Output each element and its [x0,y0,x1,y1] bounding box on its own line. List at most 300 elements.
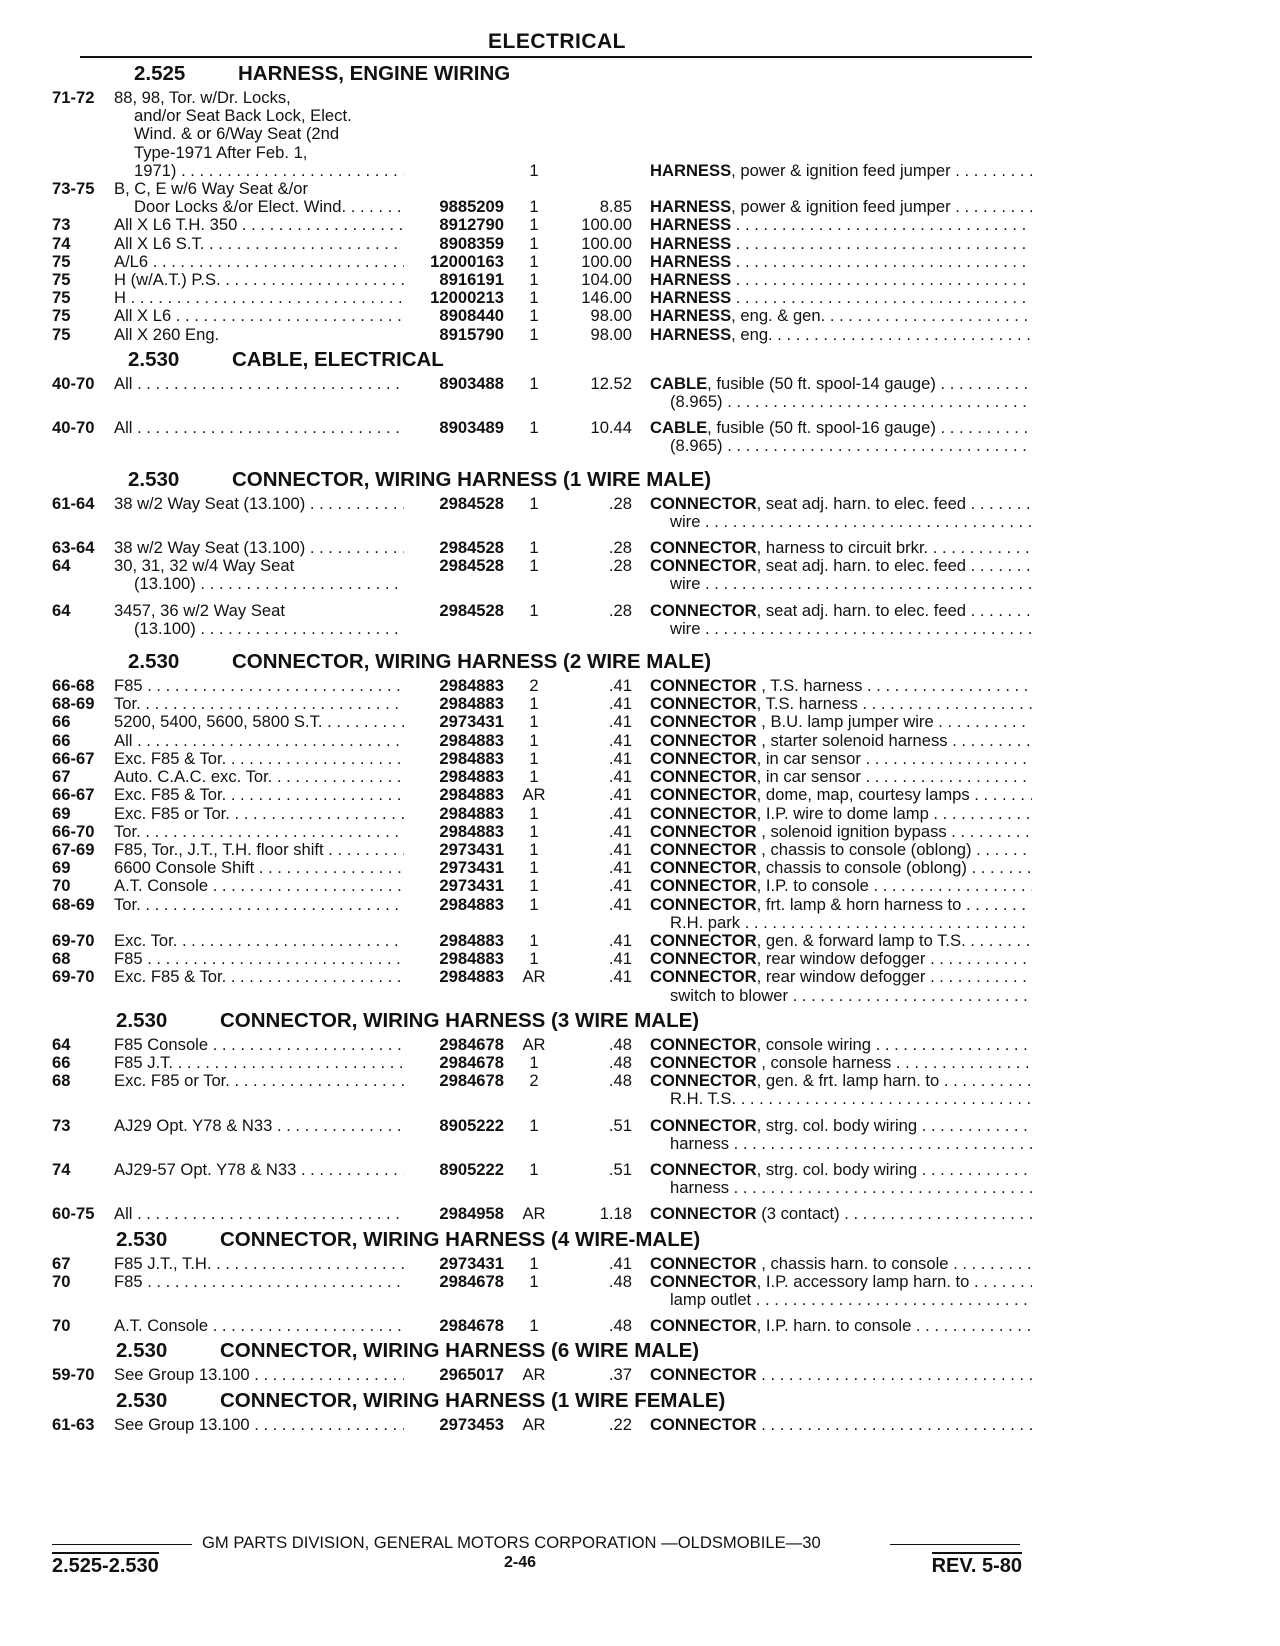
quantity: 1 [529,767,539,787]
page-footer [52,1530,1032,1600]
model-year: 40-70 [52,373,95,393]
application-line: Type-1971 After Feb. 1, [134,142,308,162]
part-description [638,841,1032,859]
part-row [52,375,1032,411]
model-application [114,326,404,344]
part-number: 2984528 [439,600,504,620]
part-description [638,805,1032,823]
price: 8.85 [599,197,632,217]
model-application [114,823,404,841]
description-line: CONNECTOR, strg. col. body wiring . . . [650,1117,1032,1135]
model-application [114,271,404,289]
application-line: Auto. C.A.C. exc. Tor. . . . [114,768,404,786]
part-description [638,1366,1032,1384]
description-line: wire . . . [650,620,1032,638]
model-year: 75 [52,270,71,290]
part-number: 2973431 [439,876,504,896]
part-description [638,932,1032,950]
model-year: 66 [52,712,71,732]
part-description [638,375,1032,411]
application-line: Exc. Tor. . . . [114,932,404,950]
quantity: 1 [529,949,539,969]
model-application [114,1036,404,1054]
model-application [114,180,404,216]
part-number: 2984883 [439,803,504,823]
application-line: All X L6 T.H. 350 . . . [114,216,404,234]
part-number: 2984678 [439,1052,504,1072]
part-description [638,539,1032,557]
model-year: 66 [52,1052,71,1072]
part-description [638,713,1032,731]
quantity: 1 [529,876,539,896]
application-line: Exc. F85 or Tor. . . . [114,805,404,823]
model-application [114,307,404,325]
part-number: 2984883 [439,694,504,714]
model-application [114,1072,404,1090]
description-line: CONNECTOR . . . [650,1416,1032,1434]
quantity: 1 [529,197,539,217]
section-title: CONNECTOR, WIRING HARNESS (3 WIRE MALE) [220,1008,700,1032]
description-line: CONNECTOR, gen. & forward lamp to T.S. . . . [650,932,1032,950]
model-year: 61-64 [52,493,95,513]
model-year: 68 [52,1071,71,1091]
part-row [52,786,1032,804]
application-line: See Group 13.100 . . . [114,1416,404,1434]
part-number: 2984528 [439,538,504,558]
section-title: HARNESS, ENGINE WIRING [238,62,511,85]
part-row [52,1273,1032,1309]
application-line: Exc. F85 & Tor. . . . [114,750,404,768]
description-line: CABLE, fusible (50 ft. spool-16 gauge) . . . [650,419,1032,437]
part-number: 2973453 [439,1414,504,1434]
price: .22 [608,1414,632,1434]
model-year: 66-67 [52,785,95,805]
part-row [52,968,1032,1004]
catalog-section [52,1009,1032,1224]
model-year: 67 [52,1253,71,1273]
quantity: 1 [529,1115,539,1135]
catalog-section [52,650,1032,1005]
quantity: 1 [529,694,539,714]
price: .41 [608,967,632,987]
part-description [638,180,1032,216]
model-application [114,877,404,895]
section-number: 2.530 [116,1008,168,1032]
part-number: 2965017 [439,1365,504,1385]
part-row [52,859,1032,877]
section-number: 2.525 [134,62,186,85]
part-description [638,1054,1032,1072]
part-row [52,271,1032,289]
description-line: wire . . . [650,575,1032,593]
part-number: 12000213 [430,288,504,308]
part-number: 2984883 [439,894,504,914]
application-line: A.T. Console . . . [114,877,404,895]
part-description [638,823,1032,841]
part-number: 2984528 [439,493,504,513]
part-description [638,1072,1032,1108]
model-application [114,732,404,750]
part-description [638,732,1032,750]
model-year: 73 [52,1115,71,1135]
application-line: Exc. F85 or Tor. . . . [114,1072,404,1090]
application-line: 30, 31, 32 w/4 Way Seat [114,557,295,576]
part-number: 2973431 [439,858,504,878]
description-line: CONNECTOR, rear window defogger . . . [650,950,1032,968]
price: .41 [608,767,632,787]
part-row [52,326,1032,344]
part-row [52,1117,1032,1153]
model-application [114,677,404,695]
part-number: 2973431 [439,1253,504,1273]
description-line: CONNECTOR, in car sensor . . . [650,768,1032,786]
part-description [638,950,1032,968]
description-line: HARNESS . . . [650,289,1032,307]
quantity: 1 [529,821,539,841]
quantity: 1 [529,712,539,732]
price: .41 [608,930,632,950]
application-line: and/or Seat Back Lock, Elect. [134,106,352,126]
description-line: CONNECTOR, strg. col. body wiring . . . [650,1161,1032,1179]
application-line: H . . . [114,289,404,307]
description-line: CONNECTOR, gen. & frt. lamp harn. to . . . [650,1072,1032,1090]
quantity: 1 [529,288,539,308]
part-row [52,1416,1032,1434]
model-application [114,1117,404,1135]
part-row [52,932,1032,950]
description-line: CONNECTOR, seat adj. harn. to elec. feed . . . [650,602,1032,620]
model-year: 74 [52,233,71,253]
model-year: 68-69 [52,694,95,714]
price: .48 [608,1316,632,1336]
quantity: 1 [529,730,539,750]
application-line: 3457, 36 w/2 Way Seat [114,601,285,620]
quantity: 2 [529,676,539,696]
model-year: 69-70 [52,967,95,987]
model-application [114,602,404,638]
footer-page-number: 2-46 [504,1554,537,1571]
part-number: 2973431 [439,712,504,732]
quantity: 1 [529,160,539,180]
application-line: See Group 13.100 . . . [114,1366,404,1384]
footer-group-code: 2.525-2.530 [52,1552,159,1578]
description-line: CONNECTOR , solenoid ignition bypass . . . [650,823,1032,841]
part-number: 8915790 [439,324,504,344]
part-description [638,253,1032,271]
model-application [114,1273,404,1291]
price: 98.00 [590,306,632,326]
model-year: 64 [52,1034,71,1054]
part-description [638,235,1032,253]
section-heading [52,650,1032,674]
part-description [638,1255,1032,1273]
price: .28 [608,538,632,558]
price: .28 [608,493,632,513]
part-description [638,326,1032,344]
model-year: 61-63 [52,1414,95,1434]
model-application [114,768,404,786]
model-application [114,1054,404,1072]
application-line: All . . . [114,732,404,750]
part-description [638,768,1032,786]
quantity: 1 [529,839,539,859]
description-line: HARNESS, eng. . . . [650,326,1032,344]
part-number: 2984678 [439,1071,504,1091]
model-year: 66 [52,730,71,750]
quantity: 1 [529,1159,539,1179]
part-row [52,1317,1032,1335]
model-year: 59-70 [52,1365,95,1385]
model-application [114,695,404,713]
application-line: B, C, E w/6 Way Seat &/or [114,180,308,199]
part-description [638,1117,1032,1153]
part-number: 8905222 [439,1115,504,1135]
model-year: 67 [52,767,71,787]
description-line: CONNECTOR , starter solenoid harness . . . [650,732,1032,750]
application-line: F85 . . . [114,677,404,695]
part-row [52,216,1032,234]
price: .41 [608,949,632,969]
description-line: CONNECTOR , B.U. lamp jumper wire . . . [650,713,1032,731]
part-number: 2984883 [439,967,504,987]
row-spacer [52,1309,1032,1317]
description-line: (8.965) . . . [650,393,1032,411]
part-description [638,1161,1032,1197]
quantity: 1 [529,233,539,253]
part-number: 2984528 [439,556,504,576]
application-line: All . . . [114,375,404,393]
price: .28 [608,600,632,620]
description-line: CONNECTOR (3 contact) . . . [650,1205,1032,1223]
part-row [52,539,1032,557]
price: .48 [608,1271,632,1291]
part-row [52,805,1032,823]
application-line: 38 w/2 Way Seat (13.100) . . . [114,495,404,513]
catalog-section [52,62,1032,344]
description-line: CONNECTOR , chassis harn. to console . . . [650,1255,1032,1273]
part-row [52,1255,1032,1273]
part-row [52,419,1032,455]
model-year: 69 [52,803,71,823]
description-line: CONNECTOR , chassis to console (oblong) . . . [650,841,1032,859]
quantity: 1 [529,858,539,878]
model-year: 69 [52,858,71,878]
model-application [114,495,404,513]
quantity: 1 [529,373,539,393]
quantity: AR [522,785,546,805]
part-number: 2984883 [439,748,504,768]
quantity: 1 [529,600,539,620]
model-year: 73 [52,215,71,235]
part-row [52,307,1032,325]
catalog-section [52,1228,1032,1336]
part-row [52,695,1032,713]
quantity: AR [522,1034,546,1054]
description-line: HARNESS . . . [650,216,1032,234]
section-number: 2.530 [116,1227,168,1251]
description-line: R.H. T.S. . . . [650,1090,1032,1108]
part-row [52,877,1032,895]
section-title: CONNECTOR, WIRING HARNESS (1 WIRE MALE) [232,467,712,491]
model-year: 67-69 [52,839,95,859]
description-line: CONNECTOR, chassis to console (oblong) . . . [650,859,1032,877]
price: .41 [608,1253,632,1273]
footer-rule-left [52,1544,192,1545]
part-number: 2984958 [439,1204,504,1224]
part-description [638,271,1032,289]
section-heading [52,1009,1032,1033]
model-year: 75 [52,251,71,271]
part-number: 2984678 [439,1034,504,1054]
model-application [114,713,404,731]
description-line: CONNECTOR, dome, map, courtesy lamps . . . [650,786,1032,804]
quantity: 1 [529,418,539,438]
description-line: (8.965) . . . [650,437,1032,455]
price: 146.00 [581,288,632,308]
price: .41 [608,676,632,696]
part-number: 8908440 [439,306,504,326]
quantity: 1 [529,493,539,513]
part-description [638,1205,1032,1223]
part-description [638,216,1032,234]
model-year: 68 [52,949,71,969]
section-heading [52,1389,1032,1413]
section-number: 2.530 [128,650,180,674]
application-line: F85 J.T. . . . [114,1054,404,1072]
price [564,89,638,162]
part-description [638,750,1032,768]
section-number: 2.530 [128,347,180,371]
quantity: 1 [529,215,539,235]
part-description [638,677,1032,695]
model-application [114,786,404,804]
quantity: 1 [529,1253,539,1273]
section-number: 2.530 [116,1339,168,1363]
part-row [52,1366,1032,1384]
quantity: 1 [529,1052,539,1072]
model-year: 66-70 [52,821,95,841]
price: .41 [608,785,632,805]
part-row [52,677,1032,695]
part-number: 2984678 [439,1316,504,1336]
catalog-section [52,348,1032,464]
application-line: Exc. F85 & Tor. . . . [114,786,404,804]
part-row [52,823,1032,841]
price: 100.00 [581,233,632,253]
application-line: Tor. . . . [114,896,404,914]
part-row [52,602,1032,638]
description-line: CONNECTOR, I.P. wire to dome lamp . . . [650,805,1032,823]
model-year: 66-68 [52,676,95,696]
part-row [52,1036,1032,1054]
model-application [114,419,404,437]
price: .48 [608,1052,632,1072]
section-number: 2.530 [116,1388,168,1412]
part-description [638,1273,1032,1309]
application-line: F85, Tor., J.T., T.H. floor shift . . . [114,841,404,859]
model-application [114,841,404,859]
part-description [638,1317,1032,1335]
quantity: AR [522,1365,546,1385]
model-year: 70 [52,1316,71,1336]
section-heading [52,348,1032,372]
part-row [52,768,1032,786]
catalog-page [52,30,1032,1434]
part-row [52,713,1032,731]
price: .48 [608,1071,632,1091]
price: .37 [608,1365,632,1385]
model-year: 73-75 [52,179,95,199]
catalog-section [52,1339,1032,1384]
price: .51 [608,1115,632,1135]
part-description [638,89,1032,180]
model-application [114,1255,404,1273]
sections-container [52,62,1032,1434]
price: 1.18 [599,1204,632,1224]
part-row [52,896,1032,932]
application-line: Door Locks &/or Elect. Wind. . . . [114,198,404,216]
catalog-section [52,1389,1032,1434]
part-number: 2984883 [439,676,504,696]
description-line: CONNECTOR, I.P. harn. to console . . . [650,1317,1032,1335]
description-line: harness . . . [650,1135,1032,1153]
footer-division: GM PARTS DIVISION, GENERAL MOTORS CORPORATION —OLDSMOBILE—30 [202,1533,821,1552]
part-description [638,859,1032,877]
part-description [638,968,1032,1004]
description-line: HARNESS, power & ignition feed jumper . . . [650,198,1032,216]
part-description [638,896,1032,932]
application-line: F85 Console . . . [114,1036,404,1054]
model-application [114,89,404,180]
section-title: CONNECTOR, WIRING HARNESS (4 WIRE-MALE) [220,1227,701,1251]
quantity: AR [522,1414,546,1434]
application-line: All . . . [114,419,404,437]
part-row [52,1054,1032,1072]
price: 12.52 [590,373,632,393]
description-line: CONNECTOR, seat adj. harn. to elec. feed . . . [650,495,1032,513]
quantity: 1 [529,1271,539,1291]
part-row [52,750,1032,768]
model-application [114,1205,404,1223]
part-number: 2984678 [439,1271,504,1291]
part-number: 2984883 [439,930,504,950]
application-line: A/L6 . . . [114,253,404,271]
application-line: F85 . . . [114,950,404,968]
part-row [52,253,1032,271]
application-line: All X L6 . . . [114,307,404,325]
application-line: (13.100) . . . [114,575,404,593]
application-line: 5200, 5400, 5600, 5800 S.T. . . . [114,713,404,731]
description-line: HARNESS . . . [650,271,1032,289]
model-application [114,859,404,877]
model-year: 74 [52,1159,71,1179]
description-line: CONNECTOR , T.S. harness . . . [650,677,1032,695]
row-spacer [52,1153,1032,1161]
section-heading [52,468,1032,492]
price: .41 [608,730,632,750]
model-year: 40-70 [52,418,95,438]
application-line: F85 . . . [114,1273,404,1291]
quantity: 1 [529,748,539,768]
section-heading [52,1228,1032,1252]
quantity: AR [522,1204,546,1224]
model-year: 66-67 [52,748,95,768]
description-line: wire . . . [650,513,1032,531]
part-description [638,786,1032,804]
model-application [114,1317,404,1335]
price: .41 [608,694,632,714]
part-description [638,877,1032,895]
